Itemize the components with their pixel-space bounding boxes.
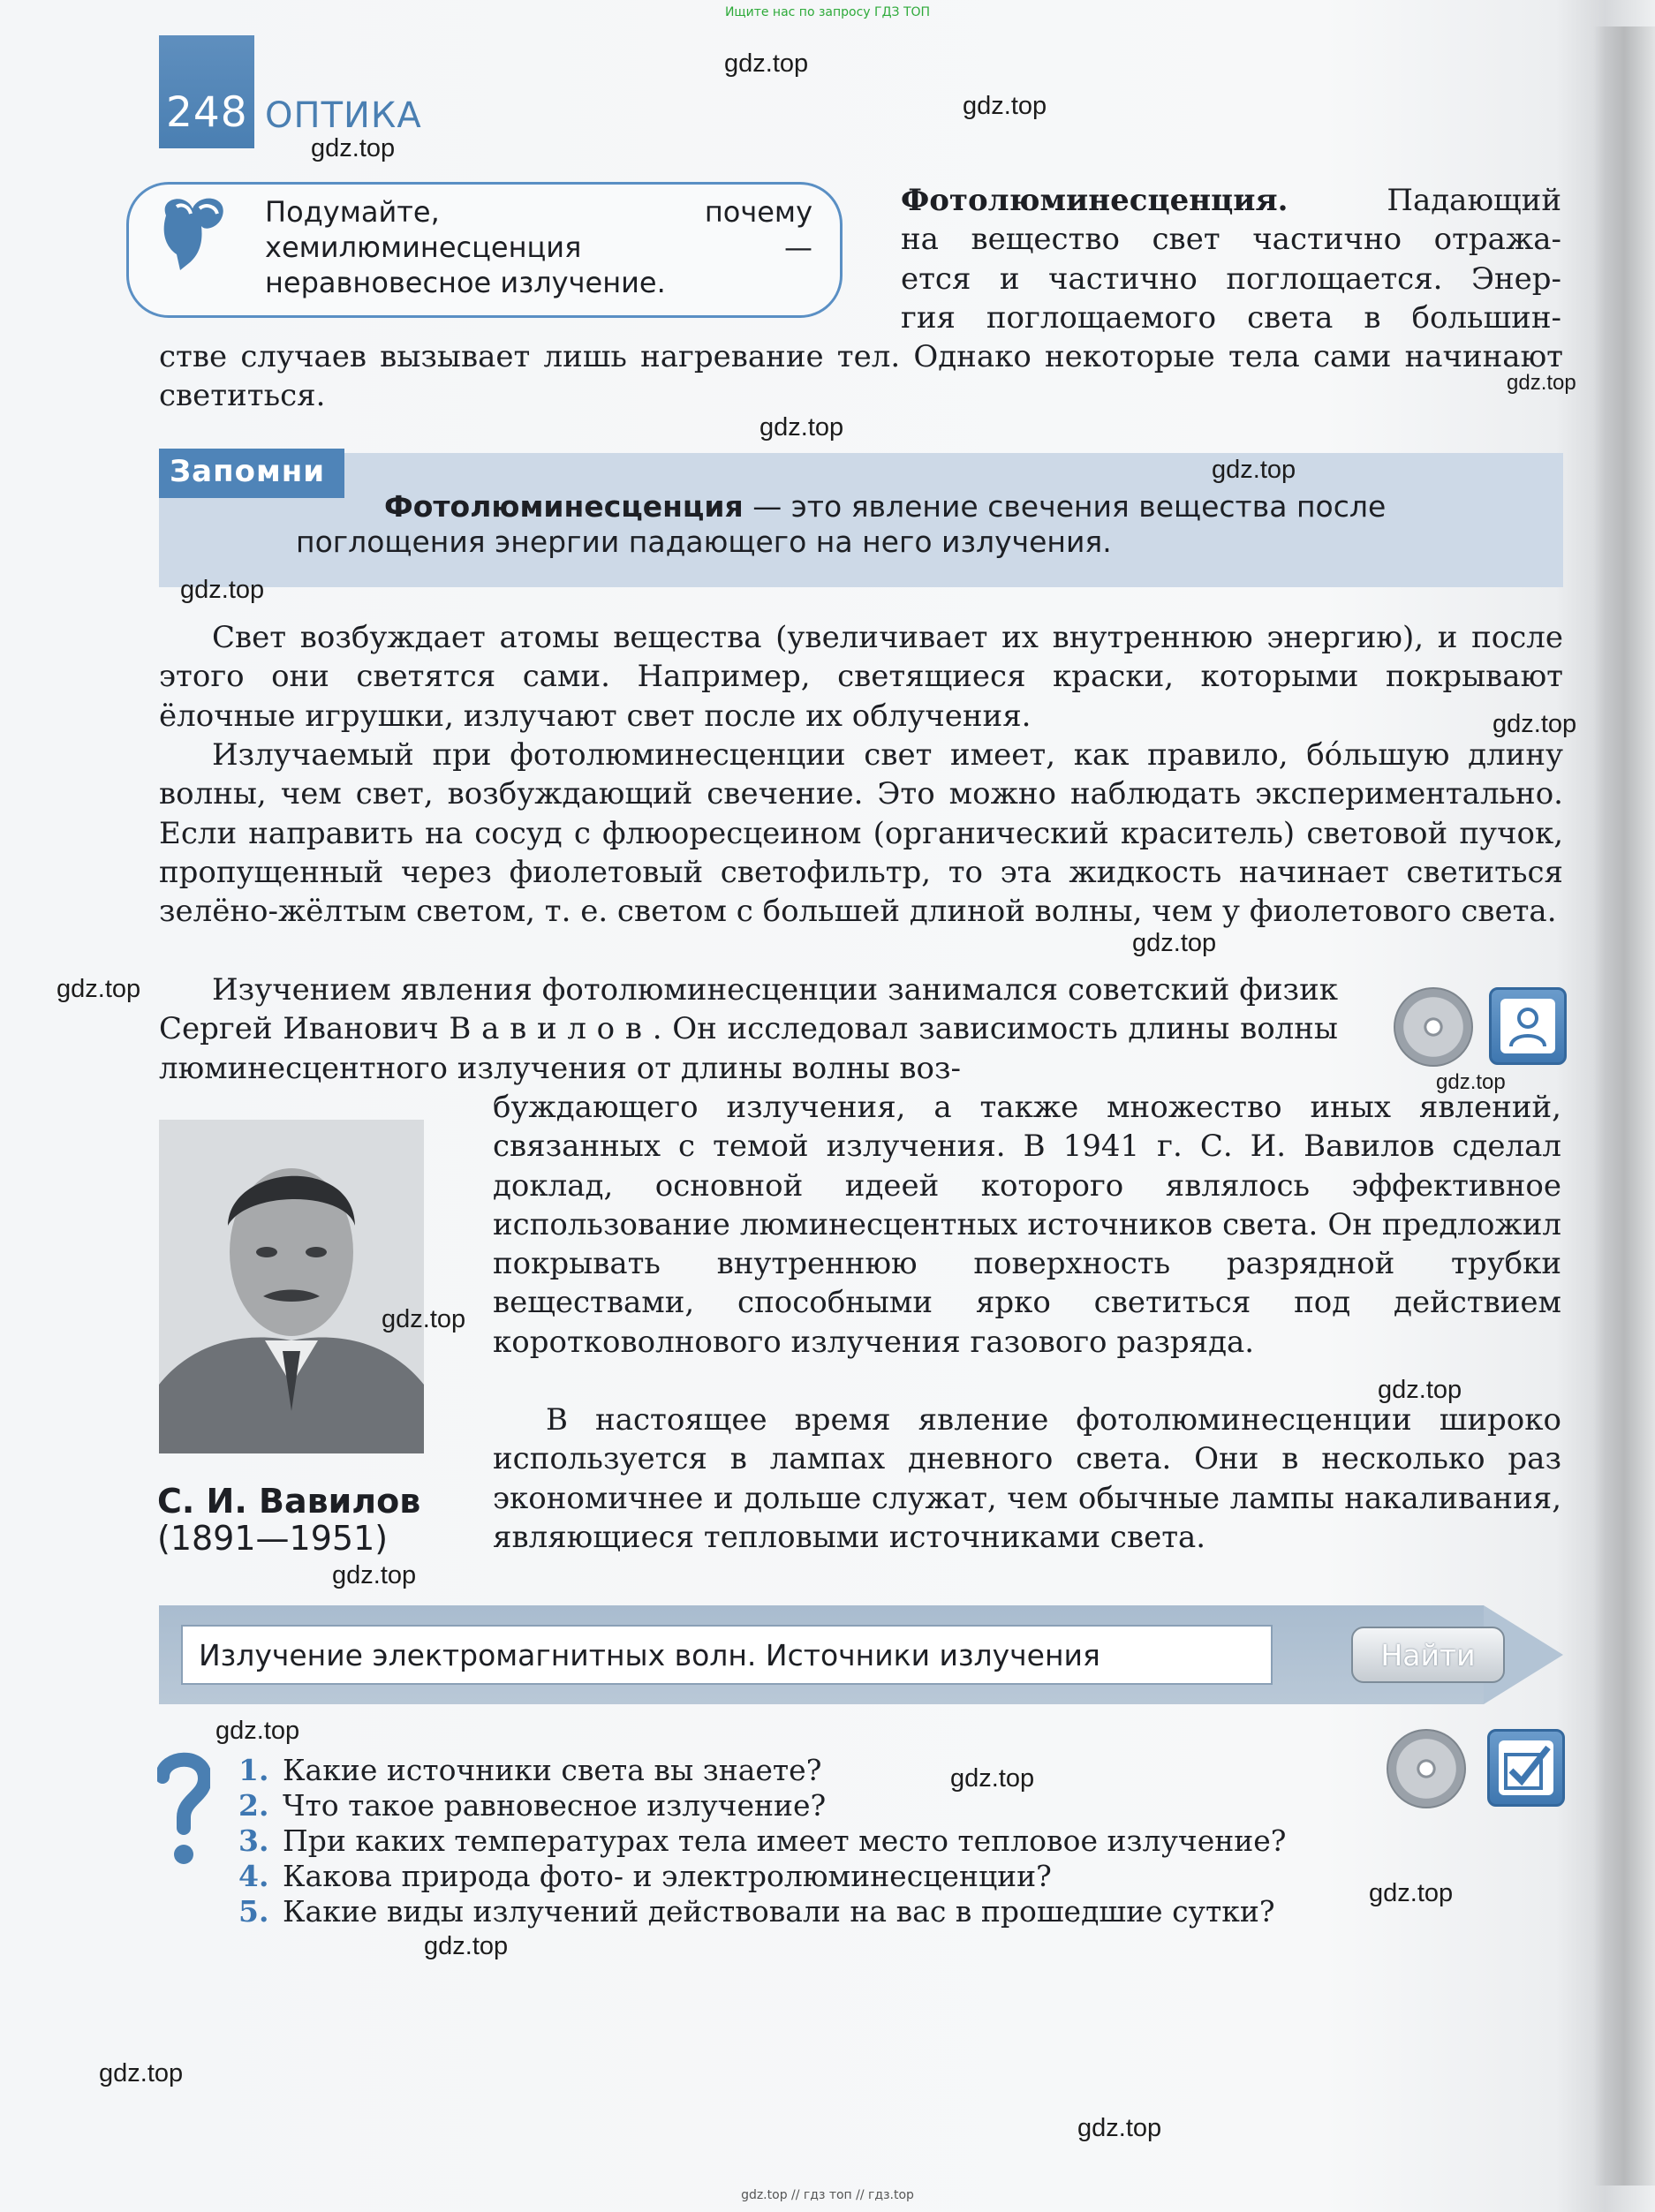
watermark: gdz.top [382, 1305, 466, 1333]
bottom-note[interactable]: gdz.top // гдз топ // гдз.top [741, 2188, 914, 2202]
search-button[interactable]: Найти [1351, 1627, 1505, 1683]
checkmark-icon [1499, 1740, 1553, 1795]
page-number: 248 [166, 88, 248, 137]
intro-line: Падающий [1387, 183, 1561, 218]
watermark: gdz.top [99, 2059, 184, 2087]
watermark: gdz.top [1436, 1070, 1506, 1094]
portrait-caption-years: (1891—1951) [157, 1519, 389, 1558]
watermark: gdz.top [215, 1717, 300, 1745]
top-note[interactable]: Ищите нас по запросу ГДЗ ТОП [724, 5, 931, 19]
remember-term: Фотолюминесценция [384, 489, 744, 524]
remember-definition [296, 489, 1563, 560]
question-text: Какие источники света вы знаете? [283, 1753, 822, 1787]
intro-continuation: стве случаев вызывает лишь нагревание тел. Однако некоторые тела сами начинают светиться. [159, 339, 1563, 414]
question-item [238, 1788, 1387, 1823]
portrait-caption-name: С. И. Вавилов [157, 1482, 421, 1521]
portrait-illustration [159, 1120, 424, 1453]
paragraph-4: В настоящее время явление фотолюминесценции широко используется в лампах дневного света. Они в несколько раз экономичнее и дольше служат, чем обычные лампы накаливания, являющиеся тепловыми источниками света. [493, 1402, 1561, 1555]
question-text: Какие виды излучений действовали на вас в прошедшие сутки? [283, 1894, 1275, 1929]
question-text: При каких температурах тела имеет место тепловое излучение? [283, 1823, 1287, 1858]
watermark: gdz.top [1212, 456, 1296, 484]
person-silhouette-icon [1500, 999, 1555, 1053]
watermark: gdz.top [759, 413, 844, 442]
paragraph-1: Свет возбуждает атомы вещества (увеличивает их внутреннюю энергию), и после этого они светятся сами. Например, светящиеся краски, которыми покрывают ёлочные игрушки, излучают свет после их облучения. [159, 620, 1563, 734]
watermark: gdz.top [57, 975, 141, 1003]
question-text: Что такое равновесное излучение? [283, 1788, 827, 1823]
remember-definition-text: — это явление свечения вещества после поглощения энергии падающего на него излучения. [296, 489, 1387, 559]
intro-line: ется и частично поглощается. Энер- [901, 260, 1561, 297]
intro-paragraph [901, 181, 1561, 337]
paragraph-3-start: Изучением явления фотолюминесценции занимался советский физик Сергей Иванович В а в и л о в . Он исследовал зависимость длины волны люминесцентного излучения от длины волны воз- [159, 972, 1338, 1086]
question-number: 2. [238, 1788, 269, 1823]
watermark: gdz.top [180, 576, 265, 604]
watermark: gdz.top [1378, 1376, 1462, 1404]
watermark: gdz.top [1507, 371, 1576, 395]
watermark: gdz.top [1493, 710, 1577, 738]
watermark: gdz.top [311, 134, 396, 162]
page-edge-shadow [1593, 26, 1655, 2186]
thinking-head-icon [150, 189, 238, 277]
remember-label: Запомни [170, 454, 326, 489]
paragraph-3-end: буждающего излучения, а также множество иных явлений, связанных с темой излучения. В 1941 г. С. И. Вавилов сделал доклад, основной идеей которого являлось эффективное использование люминесцентных источников света. Он предложил покрывать внутреннюю поверхность разрядной трубки веществами, способными ярко светиться под действием коротковолнового излучения газового разряда. [493, 1090, 1561, 1360]
question-number: 3. [238, 1823, 269, 1858]
cd-disc-icon-2[interactable] [1387, 1729, 1466, 1808]
search-input[interactable] [181, 1625, 1273, 1685]
chapter-title: ОПТИКА [265, 95, 422, 136]
watermark: gdz.top [1077, 2114, 1162, 2142]
questions-list [238, 1753, 1387, 1929]
intro-term: Фотолюминесценция. [901, 183, 1288, 218]
question-item [238, 1859, 1387, 1894]
watermark: gdz.top [950, 1764, 1035, 1793]
checkbox-icon[interactable] [1487, 1729, 1565, 1807]
watermark: gdz.top [424, 1932, 509, 1960]
watermark: gdz.top [1369, 1879, 1454, 1907]
question-number: 1. [238, 1753, 269, 1787]
think-box-text: Подумайте, почему хемилюминесценция — неравновесное излучение. [265, 195, 812, 299]
question-mark-icon [157, 1747, 210, 1870]
person-card-icon[interactable] [1489, 987, 1567, 1065]
intro-line: гия поглощаемого света в большин- [901, 299, 1561, 336]
watermark: gdz.top [1132, 929, 1217, 957]
question-text: Какова природа фото- и электролюминесценции? [283, 1859, 1052, 1893]
question-item [238, 1753, 1387, 1788]
question-number: 4. [238, 1859, 269, 1893]
question-item [238, 1823, 1387, 1859]
question-number: 5. [238, 1894, 269, 1929]
watermark: gdz.top [332, 1561, 417, 1589]
portrait-photo [159, 1120, 424, 1453]
intro-line: на вещество свет частично отража- [901, 222, 1561, 258]
paragraph-2: Излучаемый при фотолюминесценции свет имеет, как правило, бо́льшую длину волны, чем свет, возбуждающий свечение. Это можно наблюдать экспериментально. Если направить на сосуд с флюоресцеином (органический краситель) световой пучок, пропущенный через фиолетовый светофильтр, то эта жидкость начинает светиться зелёно-жёлтым светом, т. е. светом с большей длиной волны, чем у фиолетового света. [159, 737, 1563, 930]
watermark: gdz.top [963, 92, 1047, 120]
cd-disc-icon[interactable] [1394, 987, 1473, 1067]
watermark: gdz.top [724, 49, 809, 78]
question-item [238, 1894, 1387, 1929]
